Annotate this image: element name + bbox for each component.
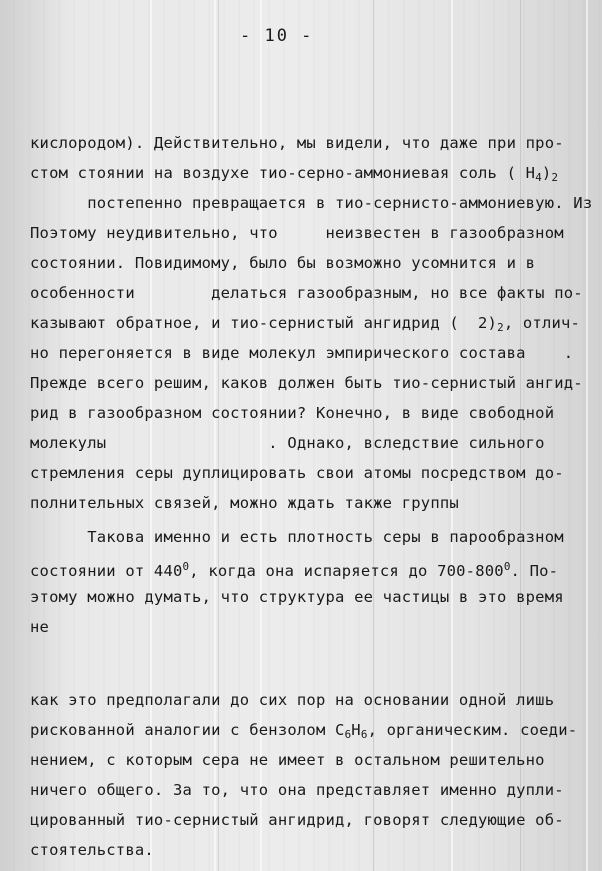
text-line: полнительных связей, можно ждать также группы <box>30 494 459 512</box>
text-line: рид в газообразном состоянии? Конечно, в виде свободной <box>30 404 555 422</box>
text-line: стоятельства. <box>30 841 154 859</box>
text-line: но перегоняется в виде молекул эмпирического состава . <box>30 344 574 362</box>
text-line: Прежде всего решим, каков должен быть тио-сернистый ангид- <box>30 374 583 392</box>
text-line: этому можно думать, что структура ее частицы в это время <box>30 588 564 606</box>
text-line: постепенно превращается в тио-сернисто-аммониевую. Из <box>30 194 593 212</box>
text-line: как это предполагали до сих пор на основании одной лишь <box>30 691 555 709</box>
text-line: ничего общего. За то, что она представляет именно дупли- <box>30 781 564 799</box>
page-number: - 10 - <box>240 26 314 46</box>
text-line: не <box>30 618 50 636</box>
text-line: кислородом). Действительно, мы видели, что даже при про- <box>30 134 564 152</box>
text-line: состоянии. Повидимому, было бы возможно усомнится и в <box>30 254 536 272</box>
text-line: молекулы . Однако, вследствие сильного <box>30 434 545 452</box>
text-line: особенности делаться газообразным, но все факты по- <box>30 284 583 302</box>
text-line: рискованной аналогии с бензолом $С_6Н_6$, органическим. соеди- <box>30 721 578 741</box>
text-line: стремления серы дуплицировать свои атомы посредством до- <box>30 464 564 482</box>
text-line: Поэтому неудивительно, что неизвестен в газообразном <box>30 224 564 242</box>
text-line: цированный тио-сернистый ангидрид, говорят следующие об- <box>30 811 564 829</box>
text-line: состоянии от $440^0$, когда она испаряется до $700-800^0$. По- <box>30 560 559 580</box>
text-line: нением, с которым сера не имеет в остальном решительно <box>30 751 545 769</box>
text-line: казывают обратное, и тио-сернистый ангидрид ( $2)_2$, отлич- <box>30 314 581 334</box>
text-line: стом стоянии на воздухе тио-серно-аммониевая соль ( $Н_4)_2$ <box>30 164 559 184</box>
text-line: Такова именно и есть плотность серы в парообразном <box>30 528 564 546</box>
